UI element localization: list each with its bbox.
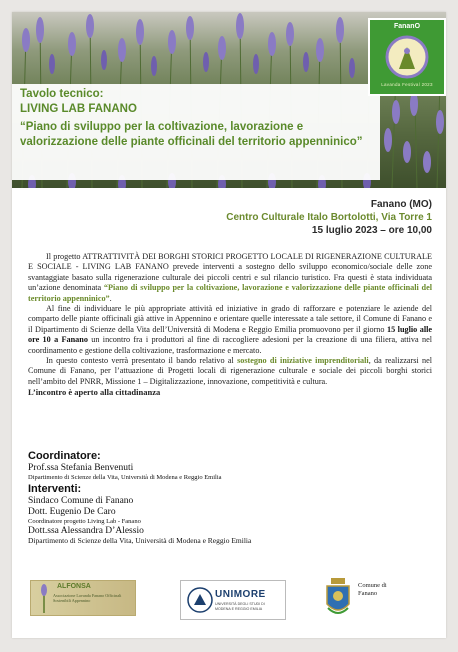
comune-crest-icon [324,578,352,618]
event-info [226,198,432,237]
paragraph-3-text: In questo contesto verrà presentato il bando relativo al [46,356,238,366]
description-body [28,252,432,398]
open-to-public-note: L’incontro è aperto alla cittadinanza [28,387,161,398]
comune-label-line-2: Fanano [358,590,378,597]
speaker-3-role: Dipartimento di Scienze della Vita, Università di Modena e Reggio Emilia [28,536,252,545]
paragraph-1-text: Il progetto ATTRATTIVITÀ DEI BORGHI STORICI PROGETTO LOCALE DI RIGENERAZIONE CULTURALE E SOCIALE - LIVING LAB FANANO prevede interventi a sostegno dello sviluppo economico/sociale delle zone svantaggiate basato sulla rigenerazione culturale dei piccoli centri e sul rilancio turistico. Fra questi è stata individuata un’azione denominata [28,252,432,293]
festival-logo [368,18,446,96]
title-line-3: “Piano di sviluppo per la coltivazione, lavorazione e valorizzazione delle piante officinali del territorio appenninico” [20,121,363,148]
title-line-2: LIVING LAB FANANO [20,103,137,115]
unimore-seal-icon [187,587,213,613]
festival-logo-subtitle: Lavanda Festival 2023 [381,82,433,87]
paragraph-2-end: un incontro fra i produttori al fine di raccogliere adesioni per la creazione di una filiera, attiva nel coordinamento e gestione della coltivazione, trasformazione e mercato. [28,335,432,355]
comune-label-line-1: Comune di [358,582,387,589]
paragraph-1 [28,252,432,304]
paragraph-3-end: , da realizzarsi nel Comune di Fanano, per l’attuazione di Progetti locali di rigenerazione culturale e sociale dei piccoli borghi storici nell’ambito del PNRR, Missione 1 – Digitalizzazione, innovazione, competitività e cultura. [28,356,432,386]
speaker-2-role: Coordinatore progetto Living Lab - Fanano [28,517,141,525]
comune-label [358,582,387,598]
coordinator-role: Dipartimento di Scienze della Vita, Università di Modena e Reggio Emilia [28,474,222,481]
festival-logo-title: FananO [393,23,421,30]
paragraph-2-date: 15 luglio alle ore 10 a Fanano [28,324,433,345]
speaker-1: Sindaco Comune di Fanano [28,495,134,506]
alfonsa-logo [30,580,136,616]
speakers-section [28,450,432,546]
paragraph-1-highlight: “Piano di sviluppo per la coltivazione, lavorazione e valorizzazione delle piante officinali del territorio appenninico” [28,283,432,303]
title-line-1: Tavolo tecnico: [20,88,104,100]
unimore-subtitle: UNIVERSITÀ DEGLI STUDI DI MODENA E REGGIO EMILIA [215,602,265,611]
paragraph-2 [28,304,432,356]
unimore-logo [180,580,286,620]
flyer-page [12,12,446,638]
alfonsa-tagline: Associazione Lavanda Fanano Officinali Sostenibili Appennino [53,593,122,603]
title-box [12,84,380,180]
speaker-3: Dott.ssa Alessandra D’Alessio [28,526,144,536]
lavender-banner [12,12,446,188]
lavender-wreath-icon [379,33,435,81]
paragraph-3-highlight: sostegno di iniziative imprenditoriali [237,356,369,366]
paragraph-3 [28,356,432,387]
event-venue: Centro Culturale Italo Bortolotti, Via Torre 1 [226,212,432,223]
coordinator-name: Prof.ssa Stefania Benvenuti [28,463,134,473]
partner-logos [12,572,446,628]
coordinator-heading: Coordinatore: [28,450,101,462]
event-datetime: 15 luglio 2023 – ore 10,00 [311,225,432,236]
unimore-name: UNIMORE [215,589,266,600]
event-place: Fanano (MO) [370,199,432,210]
alfonsa-name: ALFONSA [57,583,91,590]
paragraph-2-text: Al fine di individuare le più appropriate attività ed iniziative in grado di rafforzare e potenziare le aziende del comparto delle piante officinali già attive in Appennino e orientare quelle interessate a tale settore, il Comune di Fanano e il Dipartimento di Scienze della Vita dell’Università di Modena e Reggio Emilia promuovono per il giorno [28,304,432,334]
paragraph-1-end: . [109,293,112,303]
lavender-sprig-icon [34,583,54,613]
interventions-heading: Interventi: [28,482,82,495]
speaker-2: Dott. Eugenio De Caro [28,506,116,517]
